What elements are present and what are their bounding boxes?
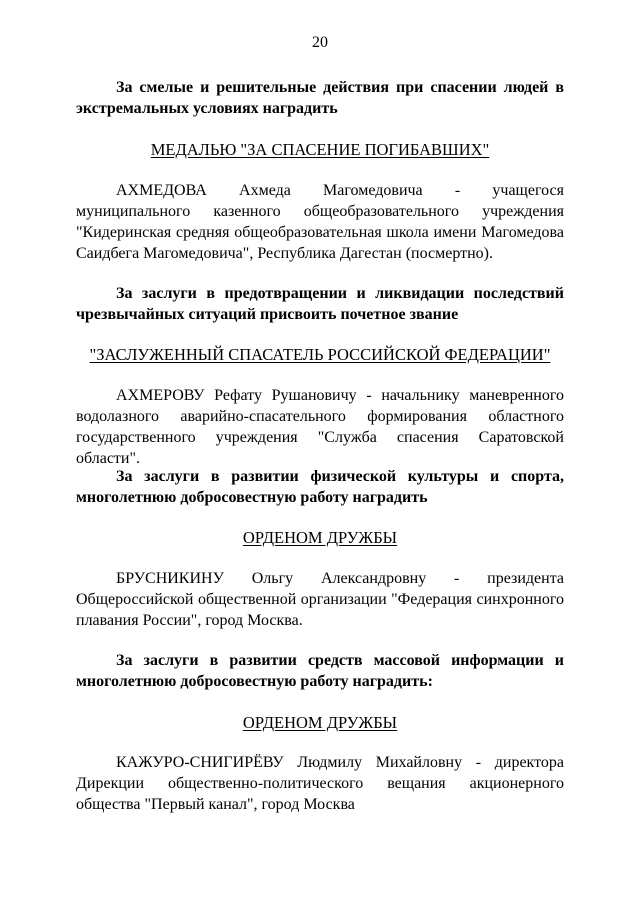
award-title <box>76 713 564 733</box>
award-title-text: ОРДЕНОМ ДРУЖБЫ <box>242 528 398 547</box>
page-number: 20 <box>312 34 328 51</box>
award-title-text: ОРДЕНОМ ДРУЖБЫ <box>242 713 398 732</box>
section-intro: За заслуги в предотвращении и ликвидации последствий чрезвычайных ситуаций присвоить почетное звание <box>76 285 564 323</box>
award-title-text: МЕДАЛЬЮ "ЗА СПАСЕНИЕ ПОГИБАВШИХ" <box>150 140 490 159</box>
awardee-paragraph: БРУСНИКИНУ Ольгу Александровну - президента Общероссийской общественной организации "Федерация синхронного плавания России", город Москва. <box>76 570 564 629</box>
award-title <box>76 140 564 160</box>
award-title <box>76 528 564 548</box>
section-intro: За смелые и решительные действия при спасении людей в экстремальных условиях наградить <box>76 79 564 117</box>
awardee-paragraph: АХМЕРОВУ Рефату Рушановичу - начальнику маневренного водолазного аварийно-спасательного формирования областного государственного учреждения "Служба спасения Саратовской области". <box>76 387 564 467</box>
award-title-text: "ЗАСЛУЖЕННЫЙ СПАСАТЕЛЬ РОССИЙСКОЙ ФЕДЕРАЦИИ" <box>89 345 551 364</box>
awardee-paragraph: АХМЕДОВА Ахмеда Магомедовича - учащегося муниципального казенного общеобразовательного учреждения "Кидеринская средняя общеобразовательная школа имени Магомедова Саидбега Магомедовича", Республика Дагестан (посмертно). <box>76 182 564 262</box>
awardee-paragraph: КАЖУРО-СНИГИРЁВУ Людмилу Михайловну - директора Дирекции общественно-политического вещания акционерного общества "Первый канал", город Москва <box>76 754 564 813</box>
section-intro: За заслуги в развитии физической культуры и спорта, многолетнюю добросовестную работу наградить <box>76 468 564 506</box>
section-intro: За заслуги в развитии средств массовой информации и многолетнюю добросовестную работу наградить: <box>76 652 564 690</box>
award-title <box>76 345 564 365</box>
